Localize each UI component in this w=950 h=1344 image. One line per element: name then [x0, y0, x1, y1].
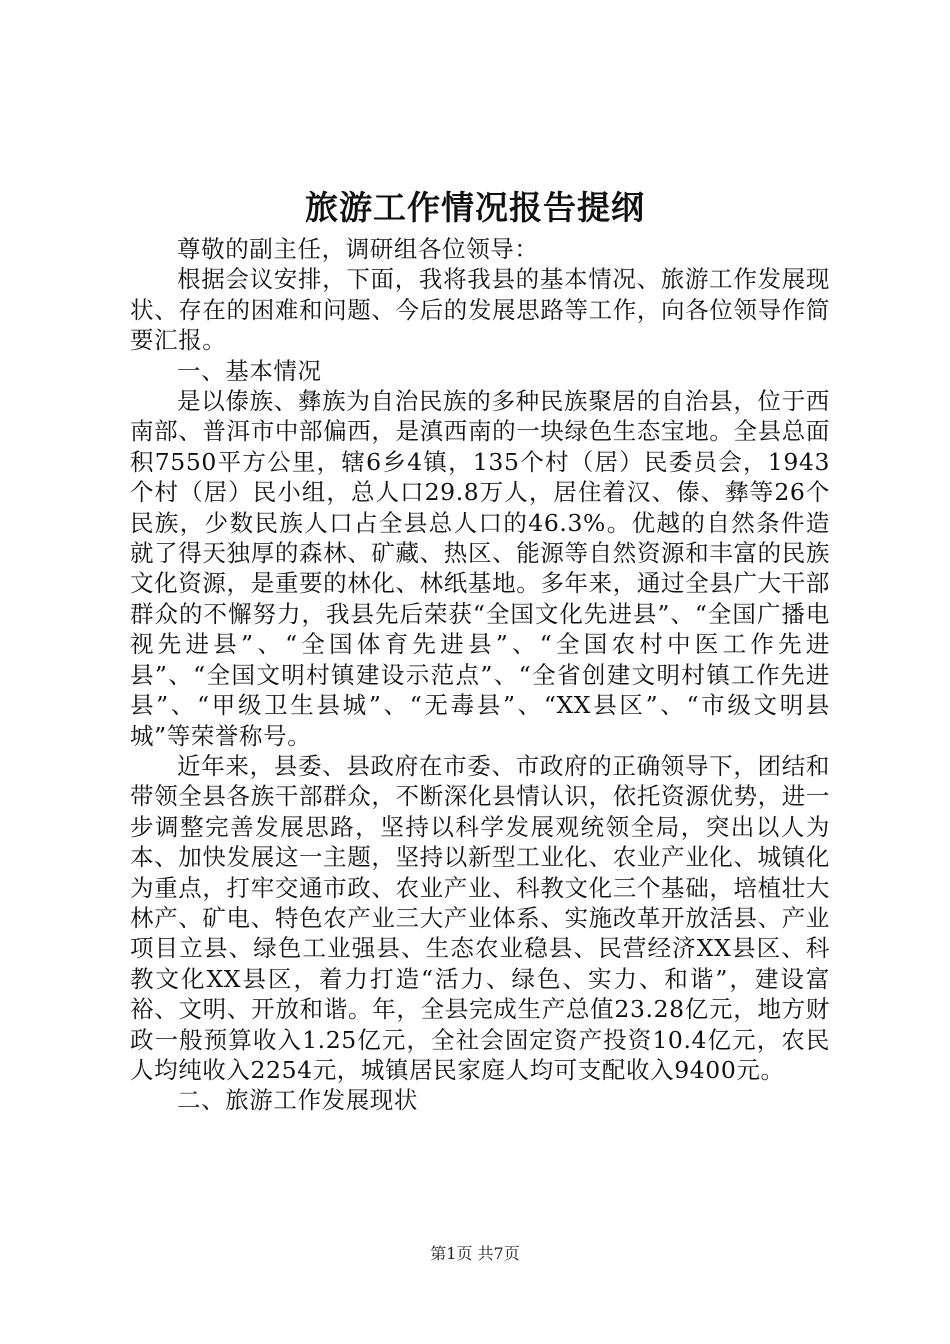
section-heading-basic-info: 一、基本情况 [177, 356, 322, 385]
recent-years-paragraph: 近年来，县委、县政府在市委、市政府的正确领导下，团结和带领全县各族干部群众，不断深化县情认识，依托资源优势，进一步调整完善发展思路，坚持以科学发展观统领全局，突出以人为本、加快发展这一主题，坚持以新型工业化、农业产业化、城镇化为重点，打牢交通市政、农业产业、科教文化三个基础，培植壮大林产、矿电、特色农产业三大产业体系、实施改革开放活县、产业项目立县、绿色工业强县、生态农业稳县、民营经济XX县区、科教文化XX县区，着力打造“活力、绿色、实力、和谐”，建设富裕、文明、开放和谐。年，全县完成生产总值23.28亿元，地方财政一般预算收入1.25亿元，全社会固定资产投资10.4亿元，农民人均纯收入2254元，城镇居民家庭人均可支配收入9400元。 [130, 751, 830, 1084]
basic-info-paragraph: 是以傣族、彝族为自治民族的多种民族聚居的自治县，位于西南部、普洱市中部偏西，是滇西南的一块绿色生态宝地。全县总面积7550平方公里，辖6乡4镇，135个村（居）民委员会，1943个村（居）民小组，总人口29.8万人，居住着汉、傣、彝等26个民族，少数民族人口占全县总人口的46.3%。优越的自然条件造就了得天独厚的森林、矿藏、热区、能源等自然资源和丰富的民族文化资源，是重要的林化、林纸基地。多年来，通过全县广大干部群众的不懈努力，我县先后荣获“全国文化先进县”、“全国广播电视先进县”、“全国体育先进县”、“全国农村中医工作先进县”、“全国文明村镇建设示范点”、“全省创建文明村镇工作先进县”、“甲级卫生县城”、“无毒县”、“XX县区”、“市级文明县城”等荣誉称号。 [130, 387, 830, 750]
document-title: 旅游工作情况报告提纲 [305, 188, 645, 227]
section-heading-tourism-status: 二、旅游工作发展现状 [177, 1086, 418, 1115]
salutation-paragraph: 尊敬的副主任，调研组各位领导： [177, 235, 539, 263]
intro-paragraph: 根据会议安排，下面，我将我县的基本情况、旅游工作发展现状、存在的困难和问题、今后的发展思路等工作，向各位领导作简要汇报。 [130, 265, 830, 355]
page-number-footer: 第1页 共7页 [430, 1244, 520, 1263]
document-body [130, 234, 830, 1116]
